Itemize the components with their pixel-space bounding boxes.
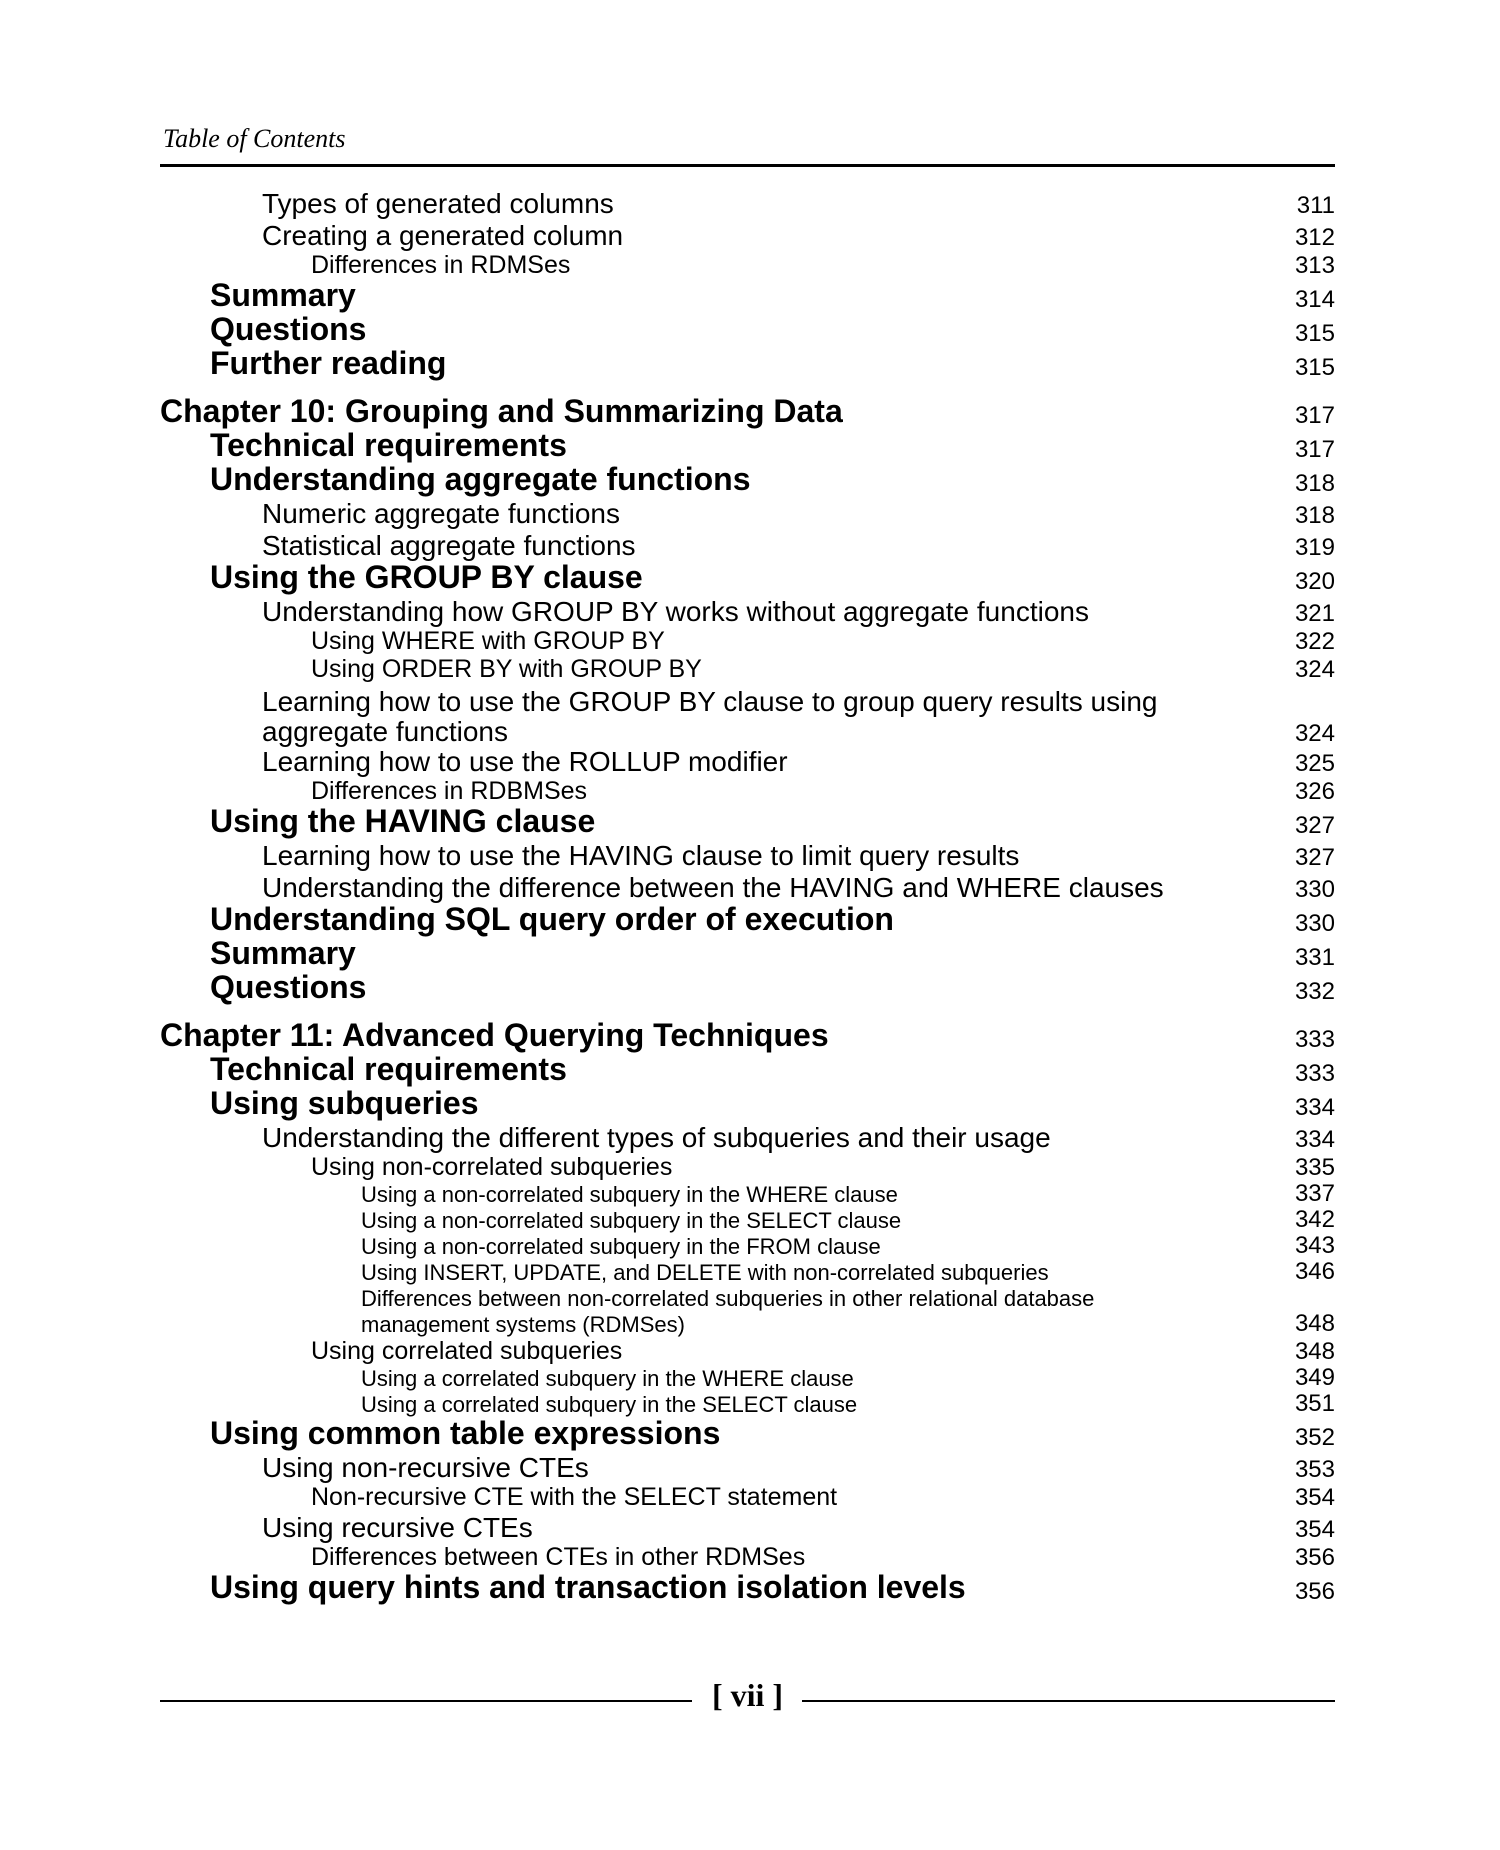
toc-entry-page-number: 354 [1294,1484,1335,1511]
toc-entry-title: Using ORDER BY with GROUP BY [311,655,702,683]
toc-entry-page-number: 346 [1294,1258,1335,1285]
toc-entry-page-number: 353 [1294,1456,1335,1483]
toc-entry-title: Using WHERE with GROUP BY [311,627,665,655]
toc-entry-title: Understanding how GROUP BY works without aggregate functions [262,596,1089,627]
toc-entry-title: Using query hints and transaction isolation levels [210,1569,966,1605]
toc-entry-page-number: 348 [1294,1338,1335,1365]
toc-entry-page-number: 315 [1294,320,1335,347]
toc-entry-title: Learning how to use the HAVING clause to limit query results [262,840,1020,871]
toc-entry-page-number: 327 [1294,812,1335,839]
header-rule [160,164,1335,167]
toc-entry-page-number: 349 [1294,1364,1335,1391]
toc-entry-page-number: 343 [1294,1232,1335,1259]
toc-entry-page-number: 330 [1294,876,1335,903]
toc-entry-title: Statistical aggregate functions [262,530,636,561]
toc-entry-title: Using INSERT, UPDATE, and DELETE with non-correlated subqueries [361,1260,1049,1285]
toc-entry-title: Using a non-correlated subquery in the FROM clause [361,1234,881,1259]
toc-entry-title: Using correlated subqueries [311,1337,623,1365]
toc-entry-page-number: 317 [1294,436,1335,463]
toc-entry-title: Differences in RDBMSes [311,777,588,805]
toc-entry-title: Using a correlated subquery in the SELECT clause [361,1392,858,1417]
toc-entry-page-number: 321 [1294,600,1335,627]
toc-entry-page-number: 332 [1294,978,1335,1005]
toc-entry-title: Learning how to use the GROUP BY clause to group query results using [262,686,1158,717]
toc-entry-title: Understanding SQL query order of execution [210,901,894,937]
toc-entry-page-number: 315 [1294,354,1335,381]
toc-entry-title: Using recursive CTEs [262,1512,533,1543]
toc-entry-page-number: 318 [1294,470,1335,497]
toc-entry-title: Technical requirements [210,427,567,463]
toc-entry-title: Using non-correlated subqueries [311,1153,673,1181]
toc-entry-title: Using a non-correlated subquery in the SELECT clause [361,1208,902,1233]
toc-entry-page-number: 318 [1294,502,1335,529]
toc-entry-title: Chapter 10: Grouping and Summarizing Data [160,393,843,429]
toc-entry-page-number: 333 [1294,1060,1335,1087]
toc-entry-title: Creating a generated column [262,220,624,251]
toc-entry-title: Learning how to use the ROLLUP modifier [262,746,788,777]
toc-entry-page-number: 335 [1294,1154,1335,1181]
toc-entry-page-number: 334 [1294,1094,1335,1121]
toc-entry-title: Using subqueries [210,1085,479,1121]
toc-entry-page-number: 354 [1294,1516,1335,1543]
toc-entry-page-number: 320 [1294,568,1335,595]
toc-entry-title: Using common table expressions [210,1415,721,1451]
toc-entry-title: aggregate functions [262,716,508,747]
toc-entry-page-number: 334 [1294,1126,1335,1153]
toc-entry-title: Using a correlated subquery in the WHERE clause [361,1366,854,1391]
toc-entry-page-number: 324 [1294,720,1335,747]
toc-entry-page-number: 333 [1294,1026,1335,1053]
page-number: [ vii ] [711,1677,784,1713]
toc-entry-page-number: 327 [1294,844,1335,871]
toc-entry-title: Differences between CTEs in other RDMSes [311,1543,806,1571]
toc-entry-title: Non-recursive CTE with the SELECT statement [311,1483,838,1511]
toc-entry-page-number: 351 [1294,1390,1335,1417]
toc-entry-title: Understanding aggregate functions [210,461,751,497]
toc-entry-page-number: 317 [1294,402,1335,429]
toc-entry-title: Understanding the difference between the HAVING and WHERE clauses [262,872,1164,903]
toc-entry-title: Chapter 11: Advanced Querying Techniques [160,1017,829,1053]
toc-entry-page-number: 312 [1294,224,1335,251]
toc-entry-title: Types of generated columns [262,188,614,219]
toc-entry-page-number: 322 [1294,628,1335,655]
toc-entry-page-number: 330 [1294,910,1335,937]
toc-entry-title: Questions [210,969,367,1005]
toc-entry-page-number: 314 [1294,286,1335,313]
footer-rule-right [802,1700,1335,1702]
running-header: Table of Contents [163,124,346,153]
toc-entry-title: Understanding the different types of subqueries and their usage [262,1122,1051,1153]
toc-entry-title: Further reading [210,345,447,381]
toc-entry-title: Using a non-correlated subquery in the WHERE clause [361,1182,898,1207]
toc-entry-title: management systems (RDMSes) [361,1312,685,1337]
toc-entry-title: Differences in RDMSes [311,251,571,279]
toc-entry-title: Summary [210,277,356,313]
toc-entry-title: Using the HAVING clause [210,803,596,839]
toc-entry-title: Technical requirements [210,1051,567,1087]
toc-entry-page-number: 325 [1294,750,1335,777]
toc-entry-page-number: 348 [1294,1310,1335,1337]
toc-entry-title: Summary [210,935,356,971]
toc-entry-page-number: 342 [1294,1206,1335,1233]
toc-entry-page-number: 331 [1294,944,1335,971]
page-footer [160,1675,1335,1725]
toc-entry-title: Using the GROUP BY clause [210,559,643,595]
toc-entry-title: Differences between non-correlated subqueries in other relational database [361,1286,1095,1311]
toc-entry-title: Questions [210,311,367,347]
toc-entry-title: Using non-recursive CTEs [262,1452,589,1483]
toc-entry-page-number: 326 [1294,778,1335,805]
toc-entry-page-number: 337 [1294,1180,1335,1207]
toc-entry-title: Numeric aggregate functions [262,498,620,529]
toc-entry-page-number: 319 [1294,534,1335,561]
toc-entry-page-number: 356 [1294,1578,1335,1605]
toc-entry-page-number: 356 [1294,1544,1335,1571]
toc-entry-page-number: 352 [1294,1424,1335,1451]
toc-entry-page-number: 313 [1294,252,1335,279]
toc-entry-page-number: 311 [1296,192,1335,219]
toc-entry-page-number: 324 [1294,656,1335,683]
